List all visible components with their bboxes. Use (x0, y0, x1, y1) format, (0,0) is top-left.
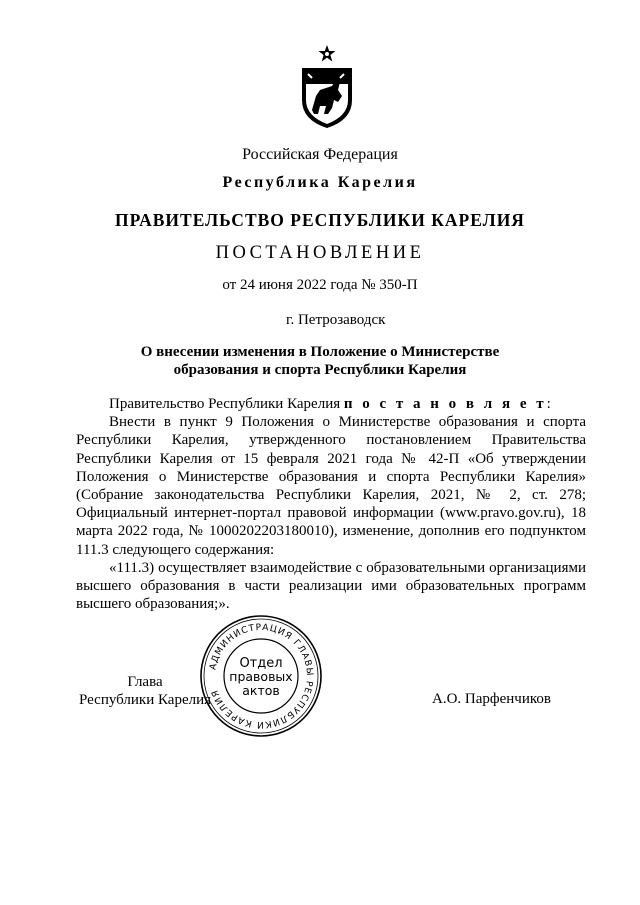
document-body (76, 395, 586, 613)
document-subject (0, 343, 640, 379)
stamp-ring-text: АДМИНИСТРАЦИЯ ГЛАВЫ РЕСПУБЛИКИ КАРЕЛИЯ (208, 622, 315, 730)
stamp-line-3: актов (242, 683, 280, 698)
coat-of-arms-icon (298, 44, 356, 130)
country-name: Российская Федерация (242, 146, 398, 163)
subject-line-2: образования и спорта Республики Карелия (173, 362, 467, 378)
document-date-number: от 24 июня 2022 года № 350-П (222, 277, 418, 293)
signatory-name: А.О. Парфенчиков (432, 691, 551, 707)
signatory-title-line-2: Республики Карелия (79, 692, 212, 708)
intro-paragraph (76, 395, 586, 413)
document-city: г. Петрозаводск (286, 312, 386, 328)
document-type: ПОСТАНОВЛЕНИЕ (215, 243, 425, 263)
intro-suffix: : (546, 396, 551, 412)
subject-line-1: О внесении изменения в Положение о Министерстве (140, 344, 500, 360)
official-stamp (197, 612, 325, 740)
intro-verb: п о с т а н о в л я е т (343, 396, 547, 412)
signatory-title-line-1: Глава (127, 674, 163, 690)
government-title: ПРАВИТЕЛЬСТВО РЕСПУБЛИКИ КАРЕЛИЯ (115, 210, 525, 230)
intro-prefix: Правительство Республики Карелия (109, 396, 344, 412)
republic-name: Республика Карелия (222, 174, 418, 191)
stamp-line-1: Отдел (239, 656, 283, 671)
body-paragraph-1: Внести в пункт 9 Положения о Министерстве образования и спорта Республики Карелия, утвержденного постановлением Правительства Республики Карелия от 15 февраля 2021 года № 42-П «Об утверждении Положения о Министерстве образования и спорта Республики Карелия» (Собрание законодательства Республики Карелия, 2021, № 2, ст. 278; Официальный интернет-портал правовой информации (www.pravo.gov.ru), 18 марта 2022 года, № 1000202203180010), изменение, дополнив его подпунктом 111.3 следующего содержания: (76, 414, 586, 558)
body-paragraph-2: «111.3) осуществляет взаимодействие с образовательными организациями высшего образования в части реализации ими образовательных программ высшего образования;». (76, 559, 586, 613)
signatory-title (79, 673, 211, 709)
stamp-line-2: правовых (229, 669, 293, 684)
